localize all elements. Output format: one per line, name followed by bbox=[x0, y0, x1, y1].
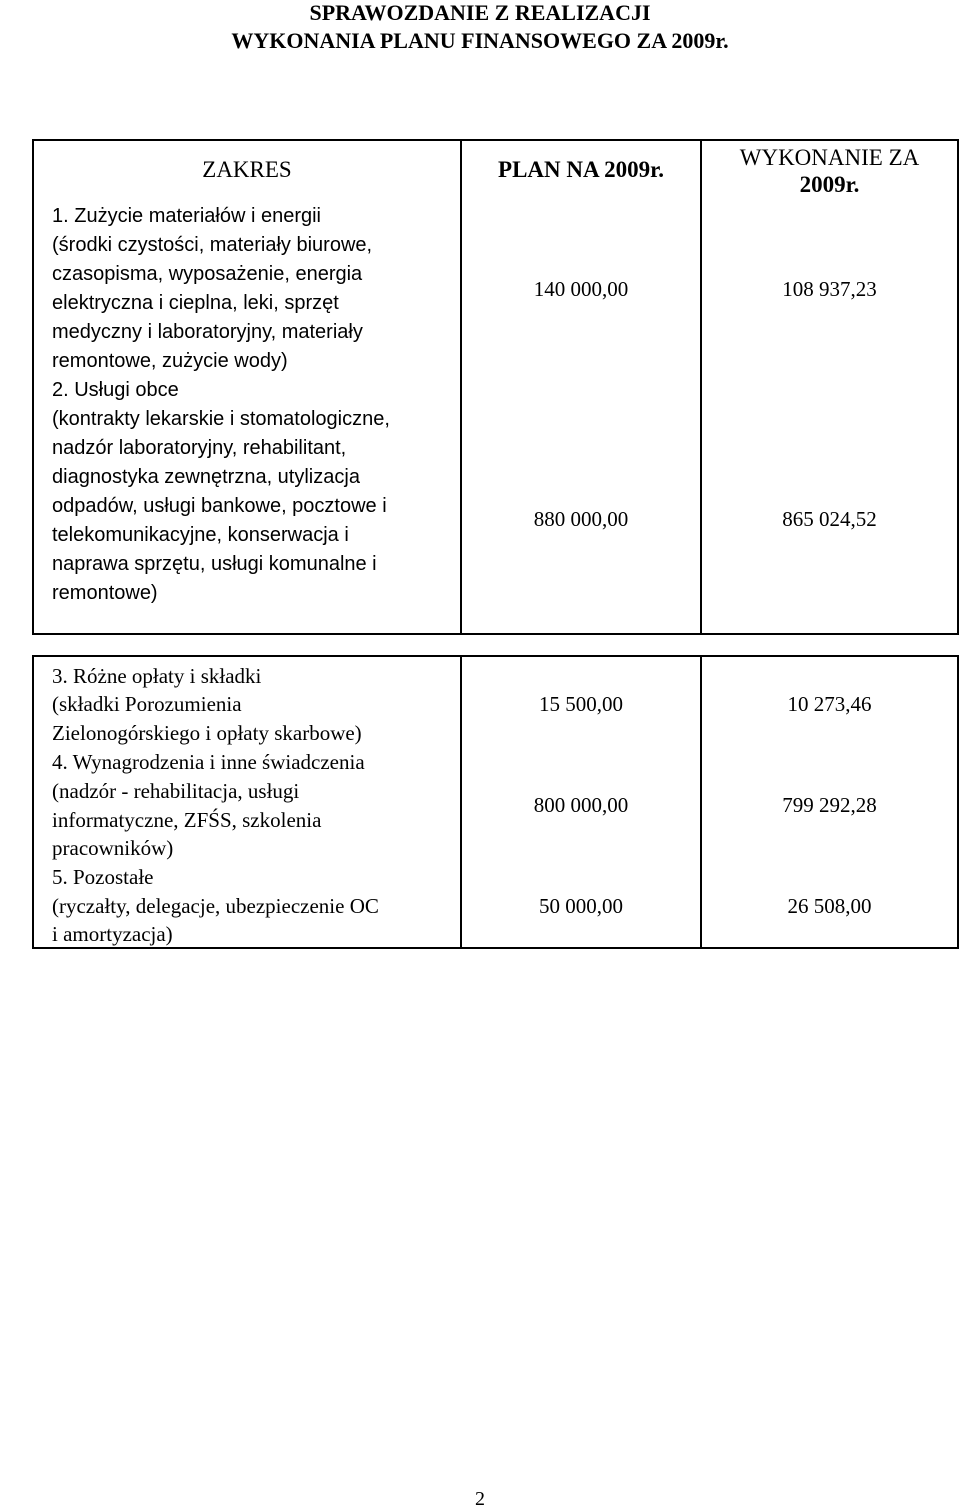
execution-value: 799 292,28 bbox=[782, 793, 877, 817]
row-text-line: 4. Wynagrodzenia i inne świadczenia bbox=[52, 750, 365, 774]
page-number: 2 bbox=[475, 1488, 485, 1510]
execution-value: 26 508,00 bbox=[787, 894, 872, 918]
row-text-line: 2. Usługi obce bbox=[52, 379, 179, 401]
row-text-line: Zielonogórskiego i opłaty skarbowe) bbox=[52, 721, 362, 745]
row-text-line: remontowe) bbox=[52, 582, 158, 604]
row-text-line: medyczny i laboratoryjny, materiały bbox=[52, 321, 363, 343]
row-text-line: (kontrakty lekarskie i stomatologiczne, bbox=[52, 408, 390, 430]
row-text-line: naprawa sprzętu, usługi komunalne i bbox=[52, 553, 377, 575]
row-text-line: i amortyzacja) bbox=[52, 922, 173, 946]
row-text-line: (środki czystości, materiały biurowe, bbox=[52, 234, 373, 256]
row-text-line: (składki Porozumienia bbox=[52, 692, 242, 716]
execution-value: 108 937,23 bbox=[782, 277, 877, 301]
column-header-execution-line1: WYKONANIE ZA bbox=[739, 145, 920, 170]
row-text-line: nadzór laboratoryjny, rehabilitant, bbox=[52, 437, 347, 459]
row-text-line: 5. Pozostałe bbox=[52, 865, 154, 889]
row-text-line: remontowe, zużycie wody) bbox=[52, 350, 288, 372]
row-text-line: informatyczne, ZFŚS, szkolenia bbox=[52, 808, 322, 832]
column-header-plan: PLAN NA 2009r. bbox=[498, 157, 664, 182]
plan-value: 140 000,00 bbox=[533, 277, 629, 301]
row-text-line: odpadów, usługi bankowe, pocztowe i bbox=[52, 495, 387, 517]
row-text-line: 3. Różne opłaty i składki bbox=[52, 664, 262, 688]
row-text-line: (nadzór - rehabilitacja, usługi bbox=[52, 779, 300, 803]
row-text-line: diagnostyka zewnętrzna, utylizacja bbox=[52, 466, 360, 488]
row-text-line: czasopisma, wyposażenie, energia bbox=[52, 263, 363, 285]
column-header-execution-line2: 2009r. bbox=[799, 172, 860, 197]
plan-value: 880 000,00 bbox=[533, 507, 629, 531]
row-text-line: pracowników) bbox=[52, 836, 174, 860]
table-upper-divider-1 bbox=[460, 139, 462, 635]
column-header-scope: ZAKRES bbox=[202, 157, 292, 182]
document-title-line1: SPRAWOZDANIE Z REALIZACJI bbox=[309, 0, 651, 25]
row-text-line: elektryczna i cieplna, leki, sprzęt bbox=[52, 292, 339, 314]
document-title-line2: WYKONANIA PLANU FINANSOWEGO ZA 2009r. bbox=[231, 28, 729, 53]
row-text-line: (ryczałty, delegacje, ubezpieczenie OC bbox=[52, 894, 379, 918]
plan-value: 50 000,00 bbox=[539, 894, 623, 918]
execution-value: 865 024,52 bbox=[782, 507, 877, 531]
plan-value: 800 000,00 bbox=[533, 793, 629, 817]
plan-value: 15 500,00 bbox=[539, 692, 623, 716]
execution-value: 10 273,46 bbox=[787, 692, 872, 716]
row-text-line: telekomunikacyjne, konserwacja i bbox=[52, 524, 349, 546]
row-text-line: 1. Zużycie materiałów i energii bbox=[52, 205, 321, 227]
table-upper-divider-2 bbox=[700, 139, 702, 635]
